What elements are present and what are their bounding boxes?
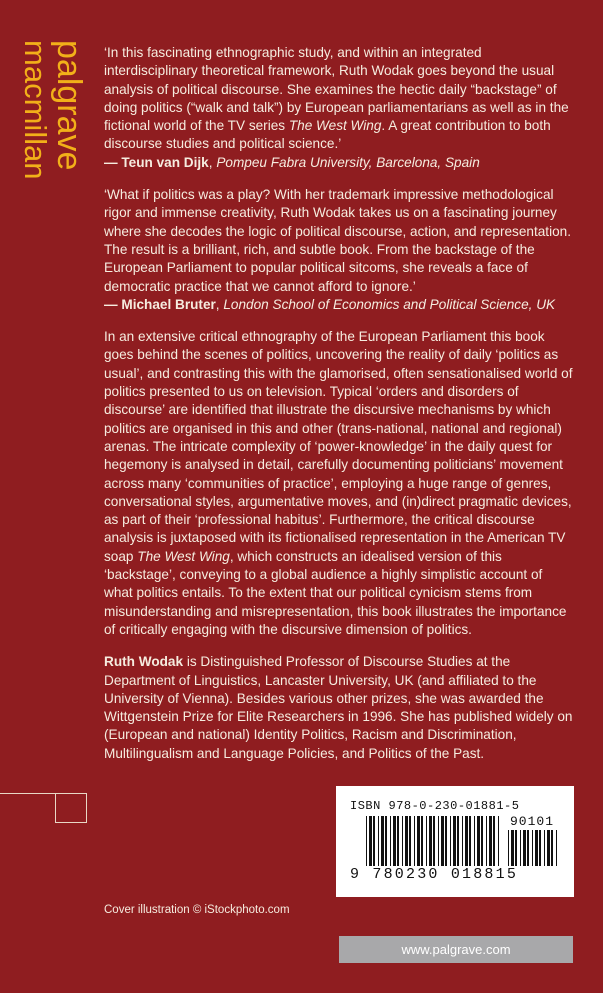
barcode-digits: 9 780230 018815 bbox=[350, 866, 519, 883]
endorsement-2-quote: ‘What if politics was a play? With her trademark impressive methodological rigor and immense creativity, Ruth Wodak takes us on a fascinating journey where she decodes the logic of political discourse, action, and representation. The result is a brilliant, rich, and subtle book. From the backstage of the European Parliament to popular political sitcoms, she reveals a face of democratic practice that we cannot afford to ignore.’ bbox=[104, 187, 571, 294]
author-bio-text: is Distinguished Professor of Discourse Studies at the Department of Linguistics, Lancaster University, UK (and affiliated to the University of Vienna). Besides various other prizes, she was awarded the Wittgenstein Prize for Elite Researchers in 1996. She has published widely on (European and national) Identity Politics, Racism and Discrimination, Multilingualism and Language Policies, and Politics of the Past. bbox=[104, 654, 573, 761]
price-barcode-icon bbox=[508, 830, 560, 866]
barcode-stripe bbox=[462, 816, 463, 866]
barcode-stripe bbox=[385, 816, 387, 866]
barcode-panel bbox=[336, 786, 574, 897]
barcode-stripe bbox=[527, 830, 529, 866]
barcode-stripe bbox=[523, 830, 526, 866]
barcode-stripe bbox=[465, 816, 468, 866]
endorsement-1-quote-end: . A great contribution to both discourse studies and political science.’ bbox=[104, 118, 551, 152]
endorsement-2 bbox=[104, 186, 574, 314]
barcode-stripe bbox=[515, 830, 517, 866]
logo-line-palgrave: palgrave bbox=[50, 40, 88, 171]
endorsement-2-author: — Michael Bruter bbox=[104, 296, 216, 312]
isbn-label: ISBN 978-0-230-01881-5 bbox=[350, 799, 520, 813]
barcode-stripe bbox=[477, 816, 480, 866]
barcode-stripe bbox=[397, 816, 399, 866]
barcode-stripe bbox=[547, 830, 550, 866]
barcode-stripe bbox=[544, 830, 545, 866]
barcode-stripe bbox=[381, 816, 384, 866]
back-cover-text bbox=[104, 44, 574, 777]
barcode-stripe bbox=[421, 816, 423, 866]
barcode-stripe bbox=[453, 816, 456, 866]
price-code: 90101 bbox=[510, 814, 555, 829]
barcode-stripe bbox=[402, 816, 403, 866]
endorsement-1-quote-italic: The West Wing bbox=[288, 118, 382, 134]
barcode-stripe bbox=[493, 816, 495, 866]
endorsement-1-affiliation: Pompeu Fabra University, Barcelona, Spain bbox=[216, 154, 480, 170]
barcode-stripe bbox=[489, 816, 492, 866]
barcode-stripe bbox=[414, 816, 415, 866]
barcode-stripe bbox=[441, 816, 444, 866]
description-part1: In an extensive critical ethnography of the European Parliament this book goes behind the scenes of politics, uncovering the reality of daily ‘politics as usual’, and contrasting this with the glamorised, often sensationalised world of politics presented to us on television. Typical ‘orders and disorders of discourse’ are identified that illustrate the discursive mechanisms by which politics are organised in this and other (trans-national, national and regional) arenas. The intricate complexity of ‘power-knowledge’ in the daily quest for hegemony is analysed in detail, carefully documenting politicians’ movement across many ‘communities of practice’, employing a huge range of genres, conversational styles, argumentative moves, and (in)direct pragmatic devices, as part of their ‘professional habitus’. Furthermore, the critical discourse analysis is juxtaposed with its fictionalised representation in the American TV soap bbox=[104, 329, 573, 564]
book-description bbox=[104, 328, 574, 639]
barcode-stripe bbox=[520, 830, 521, 866]
cover-credit: Cover illustration © iStockphoto.com bbox=[104, 904, 290, 916]
barcode-stripe bbox=[556, 830, 557, 866]
description-italic: The West Wing bbox=[137, 548, 230, 564]
barcode-stripe bbox=[390, 816, 391, 866]
barcode-stripe bbox=[445, 816, 447, 866]
endorsement-1-quote-start: ‘In this fascinating ethnographic study, and within an integrated interdisciplinary theoretical framework, Ruth Wodak goes beyond the usual analysis of political discourse. She examines the hectic daily “backstage” of doing politics (“walk and talk”) by European parliamentarians as well as in the fictional world of the TV series bbox=[104, 45, 569, 134]
barcode-stripe bbox=[405, 816, 408, 866]
barcode-stripe bbox=[486, 816, 487, 866]
corner-decoration bbox=[0, 793, 87, 823]
author-bio-name: Ruth Wodak bbox=[104, 654, 184, 670]
barcode-stripe bbox=[373, 816, 375, 866]
barcode-stripe bbox=[393, 816, 396, 866]
corner-square bbox=[55, 793, 87, 823]
endorsement-2-affiliation: London School of Economics and Political Science, UK bbox=[223, 296, 556, 312]
barcode-stripe bbox=[532, 830, 533, 866]
endorsement-1-author: — Teun van Dijk bbox=[104, 154, 209, 170]
barcode-stripe bbox=[429, 816, 432, 866]
barcode-stripe bbox=[535, 830, 538, 866]
barcode-stripe bbox=[481, 816, 483, 866]
endorsement-2-attribution: — Michael Bruter, London School of Economics and Political Science, UK bbox=[104, 296, 556, 312]
barcode-stripe bbox=[539, 830, 541, 866]
website-link[interactable] bbox=[339, 936, 573, 963]
author-bio bbox=[104, 653, 574, 763]
barcode-stripe bbox=[469, 816, 471, 866]
website-text: www.palgrave.com bbox=[401, 942, 511, 957]
barcode-stripe bbox=[511, 830, 514, 866]
publisher-logo bbox=[8, 40, 88, 190]
corner-line bbox=[0, 793, 55, 794]
barcode-stripe bbox=[433, 816, 435, 866]
endorsement-1-attribution: — Teun van Dijk, Pompeu Fabra University, Barcelona, Spain bbox=[104, 154, 480, 170]
barcode-stripe bbox=[366, 816, 367, 866]
description-part2: , which constructs an idealised version of this ‘backstage’, conveying to a global audience a highly simplistic account of what politics entails. To the extent that our political cynicism stems from misunderstanding and misrepresentation, this book illustrates the importance of critically engaging with the discursive dimension of politics. bbox=[104, 548, 567, 637]
barcode-stripe bbox=[450, 816, 451, 866]
barcode-stripe bbox=[551, 830, 553, 866]
barcode-stripe bbox=[508, 830, 509, 866]
barcode-stripe bbox=[417, 816, 420, 866]
barcode-stripe bbox=[498, 816, 499, 866]
barcode-stripe bbox=[378, 816, 379, 866]
barcode-stripe bbox=[369, 816, 372, 866]
barcode-stripe bbox=[457, 816, 459, 866]
barcode-stripe bbox=[409, 816, 411, 866]
barcode-stripe bbox=[474, 816, 475, 866]
logo-line-macmillan: macmillan bbox=[18, 40, 53, 180]
ean-barcode-icon bbox=[366, 816, 500, 866]
barcode-stripe bbox=[438, 816, 439, 866]
barcode-stripe bbox=[426, 816, 427, 866]
endorsement-1 bbox=[104, 44, 574, 172]
